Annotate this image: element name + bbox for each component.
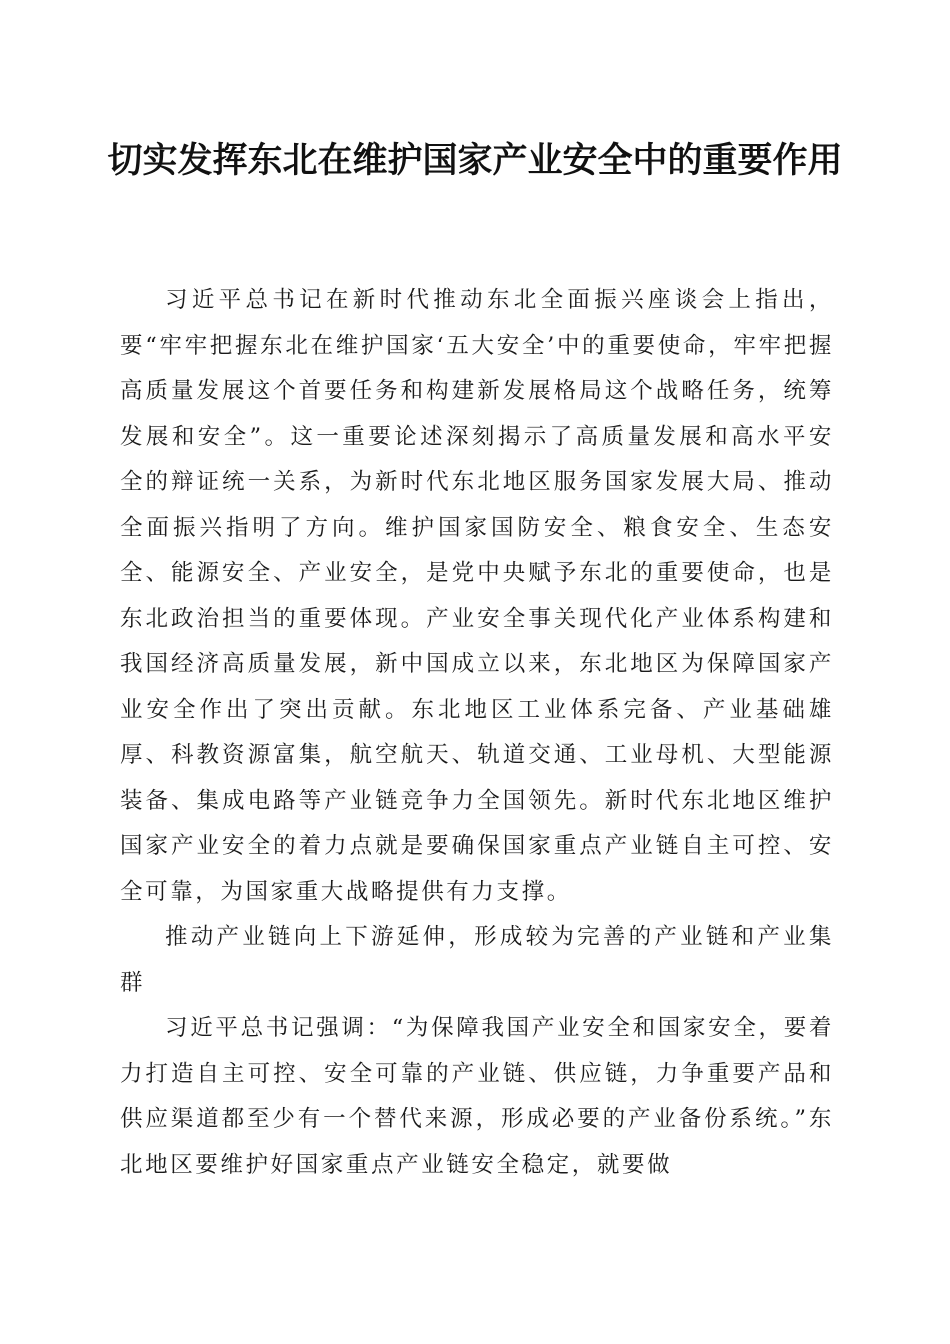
document-title: 切实发挥东北在维护国家产业安全中的重要作用 [107, 140, 843, 181]
document-body [120, 278, 834, 1188]
section-heading: 推动产业链向上下游延伸，形成较为完善的产业链和产业集群 [120, 924, 834, 996]
paragraph-intro: 习近平总书记在新时代推动东北全面振兴座谈会上指出，要“牢牢把握东北在维护国家‘五大安全’中的重要使命，牢牢把握高质量发展这个首要任务和构建新发展格局这个战略任务，统筹发展和安全”。这一重要论述深刻揭示了高质量发展和高水平安全的辩证统一关系，为新时代东北地区服务国家发展大局、推动全面振兴指明了方向。维护国家国防安全、粮食安全、生态安全、能源安全、产业安全，是党中央赋予东北的重要使命，也是东北政治担当的重要体现。产业安全事关现代化产业体系构建和我国经济高质量发展，新中国成立以来，东北地区为保障国家产业安全作出了突出贡献。东北地区工业体系完备、产业基础雄厚、科教资源富集，航空航天、轨道交通、工业母机、大型能源装备、集成电路等产业链竞争力全国领先。新时代东北地区维护国家产业安全的着力点就是要确保国家重点产业链自主可控、安全可靠，为国家重大战略提供有力支撑。 [120, 287, 834, 905]
paragraph-section-1: 习近平总书记强调：“为保障我国产业安全和国家安全，要着力打造自主可控、安全可靠的产业链、供应链，力争重要产品和供应渠道都至少有一个替代来源，形成必要的产业备份系统。”东北地区要维护好国家重点产业链安全稳定，就要做 [120, 1015, 834, 1178]
